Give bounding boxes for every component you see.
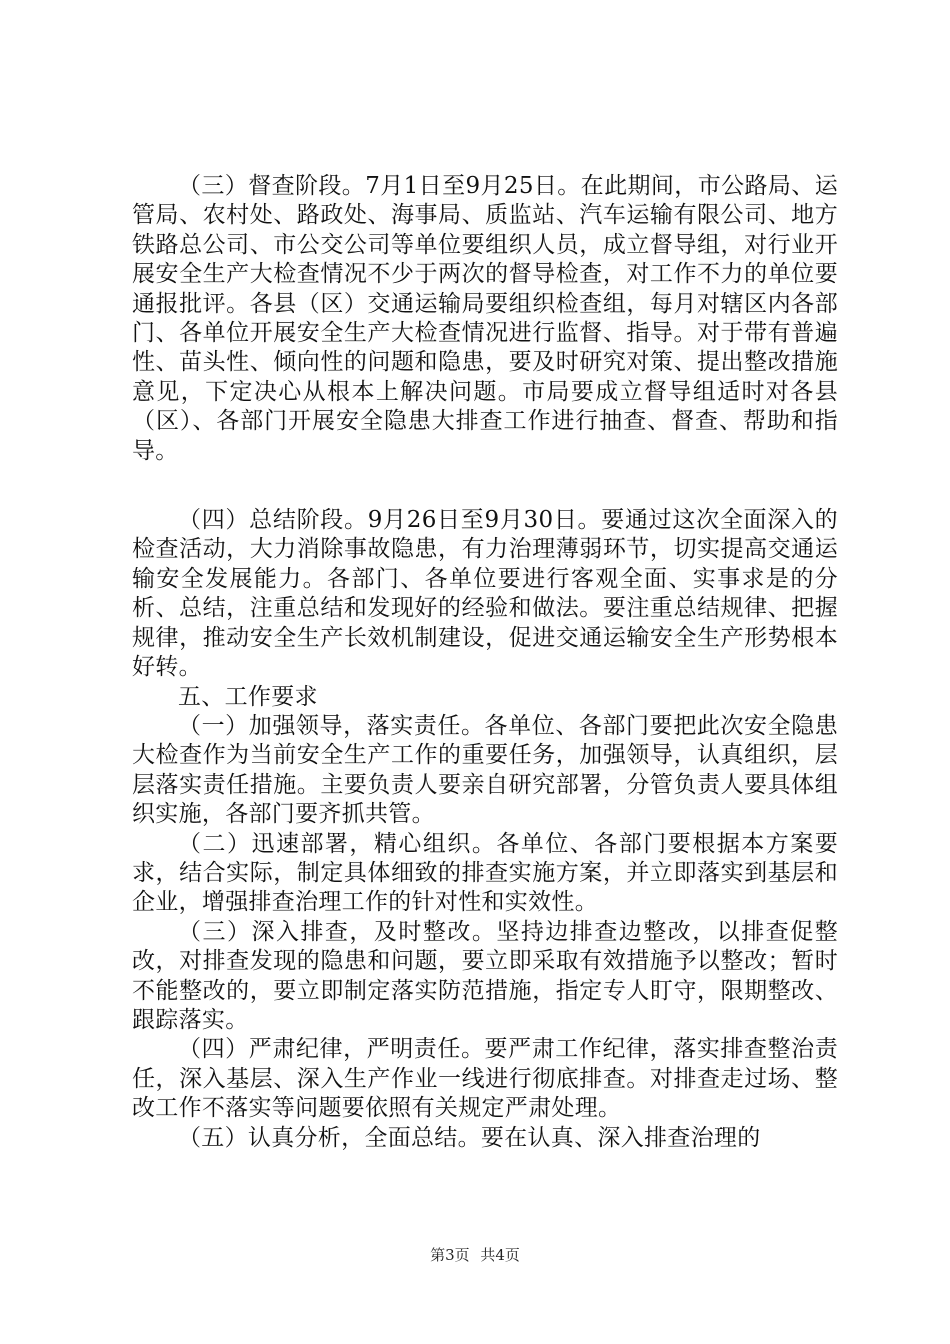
section-heading-work-requirements: 五、工作要求 [178, 683, 318, 710]
paragraph-requirement-3: （三）深入排查，及时整改。坚持边排查边整改，以排查促整改，对排查发现的隐患和问题，要立即采取有效措施予以整改；暂时不能整改的，要立即制定落实防范措施，指定专人盯守，限期整改、跟踪落实。 [132, 918, 838, 1033]
paragraph-requirement-4: （四）严肃纪律，严明责任。要严肃工作纪律，落实排查整治责任，深入基层、深入生产作业一线进行彻底排查。对排查走过场、整改工作不落实等问题要依照有关规定严肃处理。 [132, 1036, 838, 1122]
paragraph-requirement-2: （二）迅速部署，精心组织。各单位、各部门要根据本方案要求，结合实际，制定具体细致的排查实施方案，并立即落实到基层和企业，增强排查治理工作的针对性和实效性。 [132, 830, 838, 916]
document-body [132, 172, 838, 1153]
page-footer [0, 1244, 950, 1265]
paragraph-summary-stage: （四）总结阶段。9月26日至9月30日。要通过这次全面深入的检查活动，大力消除事故隐患，有力治理薄弱环节，切实提高交通运输安全发展能力。各部门、各单位要进行客观全面、实事求是的分析、总结，注重总结和发现好的经验和做法。要注重总结规律、把握规律，推动安全生产长效机制建设，促进交通运输安全生产形势根本好转。 [132, 507, 838, 681]
paragraph-supervision-stage: （三）督查阶段。7月1日至9月25日。在此期间，市公路局、运管局、农村处、路政处、海事局、质监站、汽车运输有限公司、地方铁路总公司、市公交公司等单位要组织人员，成立督导组，对行业开展安全生产大检查情况不少于两次的督导检查，对工作不力的单位要通报批评。各县（区）交通运输局要组织检查组，每月对辖区内各部门、各单位开展安全生产大检查情况进行监督、指导。对于带有普遍性、苗头性、倾向性的问题和隐患，要及时研究对策、提出整改措施意见，下定决心从根本上解决问题。市局要成立督导组适时对各县（区）、各部门开展安全隐患大排查工作进行抽查、督查、帮助和指导。 [132, 173, 838, 464]
paragraph-gap [132, 466, 838, 506]
page-number: 第3页 [430, 1246, 470, 1264]
page-total: 共4页 [480, 1246, 520, 1264]
paragraph-requirement-1: （一）加强领导，落实责任。各单位、各部门要把此次安全隐患大检查作为当前安全生产工作的重要任务，加强领导，认真组织，层层落实责任措施。主要负责人要亲自研究部署，分管负责人要具体组织实施，各部门要齐抓共管。 [132, 712, 838, 828]
paragraph-requirement-5: （五）认真分析，全面总结。要在认真、深入排查治理的 [178, 1124, 761, 1151]
